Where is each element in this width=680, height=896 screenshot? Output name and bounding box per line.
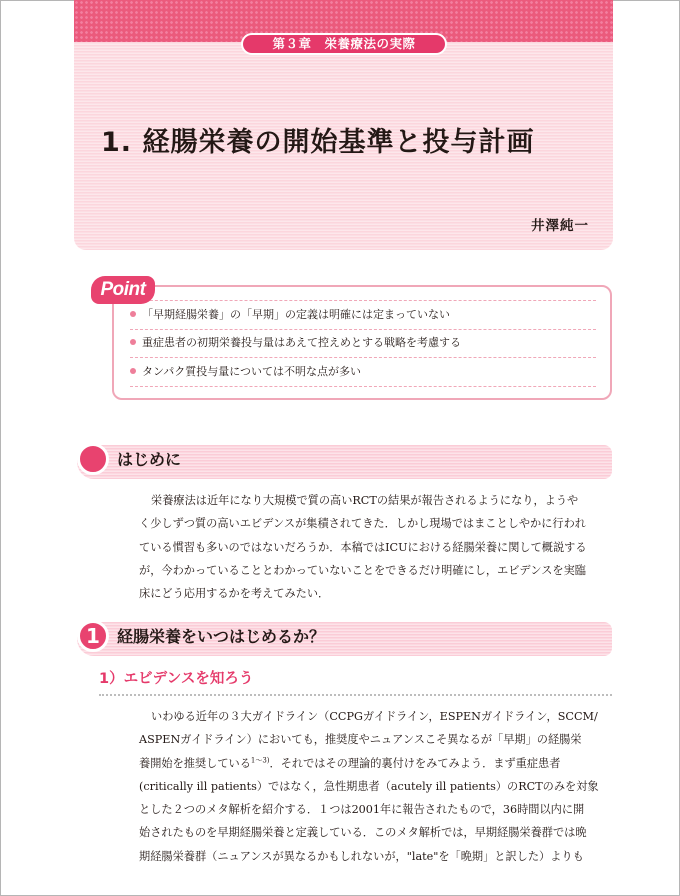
section-heading-1	[77, 622, 612, 656]
text-line: ている慣習も多いのではないだろうか．本稿ではICUにおける経腸栄養に関して概説する	[139, 540, 587, 554]
bullet-icon	[130, 311, 136, 317]
text-segment: 養開始を推奨している	[139, 756, 251, 770]
text-line: 栄養療法は近年になり大規模で質の高いRCTの結果が報告されるようになり，ようや	[151, 494, 579, 507]
text-line: 期経腸栄養群（ニュアンスが異なるかもしれないが，"late"を「晩期」と訳した）よりも	[139, 849, 584, 863]
point-item-text: タンパク質投与量については不明な点が多い	[142, 365, 362, 378]
point-badge: Point	[91, 276, 155, 304]
text-line	[139, 752, 615, 775]
chapter-header	[74, 0, 613, 250]
point-box	[112, 285, 612, 400]
point-item	[130, 358, 596, 387]
point-item-text: 重症患者の初期栄養投与量はあえて控えめとする戦略を考慮する	[142, 336, 461, 349]
section1-paragraph	[139, 705, 615, 868]
text-segment: ．それではその理論的裏付けをみてみよう．まず重症患者	[269, 756, 561, 770]
text-line: 始されたものを早期経腸栄養と定義している．このメタ解析では，早期経腸栄養群では晩	[139, 826, 587, 840]
text-line: ASPENガイドライン）においても，推奨度やニュアンスこそ異なるが「早期」の経腸栄	[139, 733, 582, 747]
section-heading-intro	[77, 445, 612, 479]
point-item-text: 「早期経腸栄養」の「早期」の定義は明確には定まっていない	[142, 308, 450, 321]
subheading: 1）エビデンスを知ろう	[99, 668, 612, 696]
text-line: (critically ill patients）ではなく，急性期患者（acutely ill patients）のRCTのみを対象	[139, 779, 599, 793]
author-name: 井澤純一	[531, 218, 589, 234]
section-title: はじめに	[117, 450, 182, 469]
point-item	[130, 300, 596, 330]
chapter-label: 第３章 栄養療法の実際	[241, 33, 447, 55]
point-item	[130, 329, 596, 358]
text-line: く少しずつ質の高いエビデンスが集積されてきた．しかし現場ではまことしやかに行われ	[139, 517, 586, 531]
citation: 1〜3)	[250, 755, 270, 764]
section-number: 1	[77, 620, 109, 652]
text-line: 床にどう応用するかを考えてみたい．	[139, 587, 330, 601]
bullet-icon	[130, 368, 136, 374]
text-line: いわゆる近年の３大ガイドライン（CCPGガイドライン，ESPENガイドライン，SCCM/	[151, 710, 598, 723]
page-title: 1. 経腸栄養の開始基準と投与計画	[101, 127, 535, 158]
bullet-icon	[130, 339, 136, 345]
text-line: が，今わかっていることとわかっていないことをできるだけ明確にし，エビデンスを実臨	[139, 563, 586, 577]
section-marker-icon	[77, 443, 109, 475]
text-line: とした２つのメタ解析を紹介する．１つは2001年に報告されたもので，36時間以内に開	[139, 803, 585, 817]
intro-paragraph	[139, 489, 615, 605]
section-title: 経腸栄養をいつはじめるか？	[117, 627, 326, 646]
